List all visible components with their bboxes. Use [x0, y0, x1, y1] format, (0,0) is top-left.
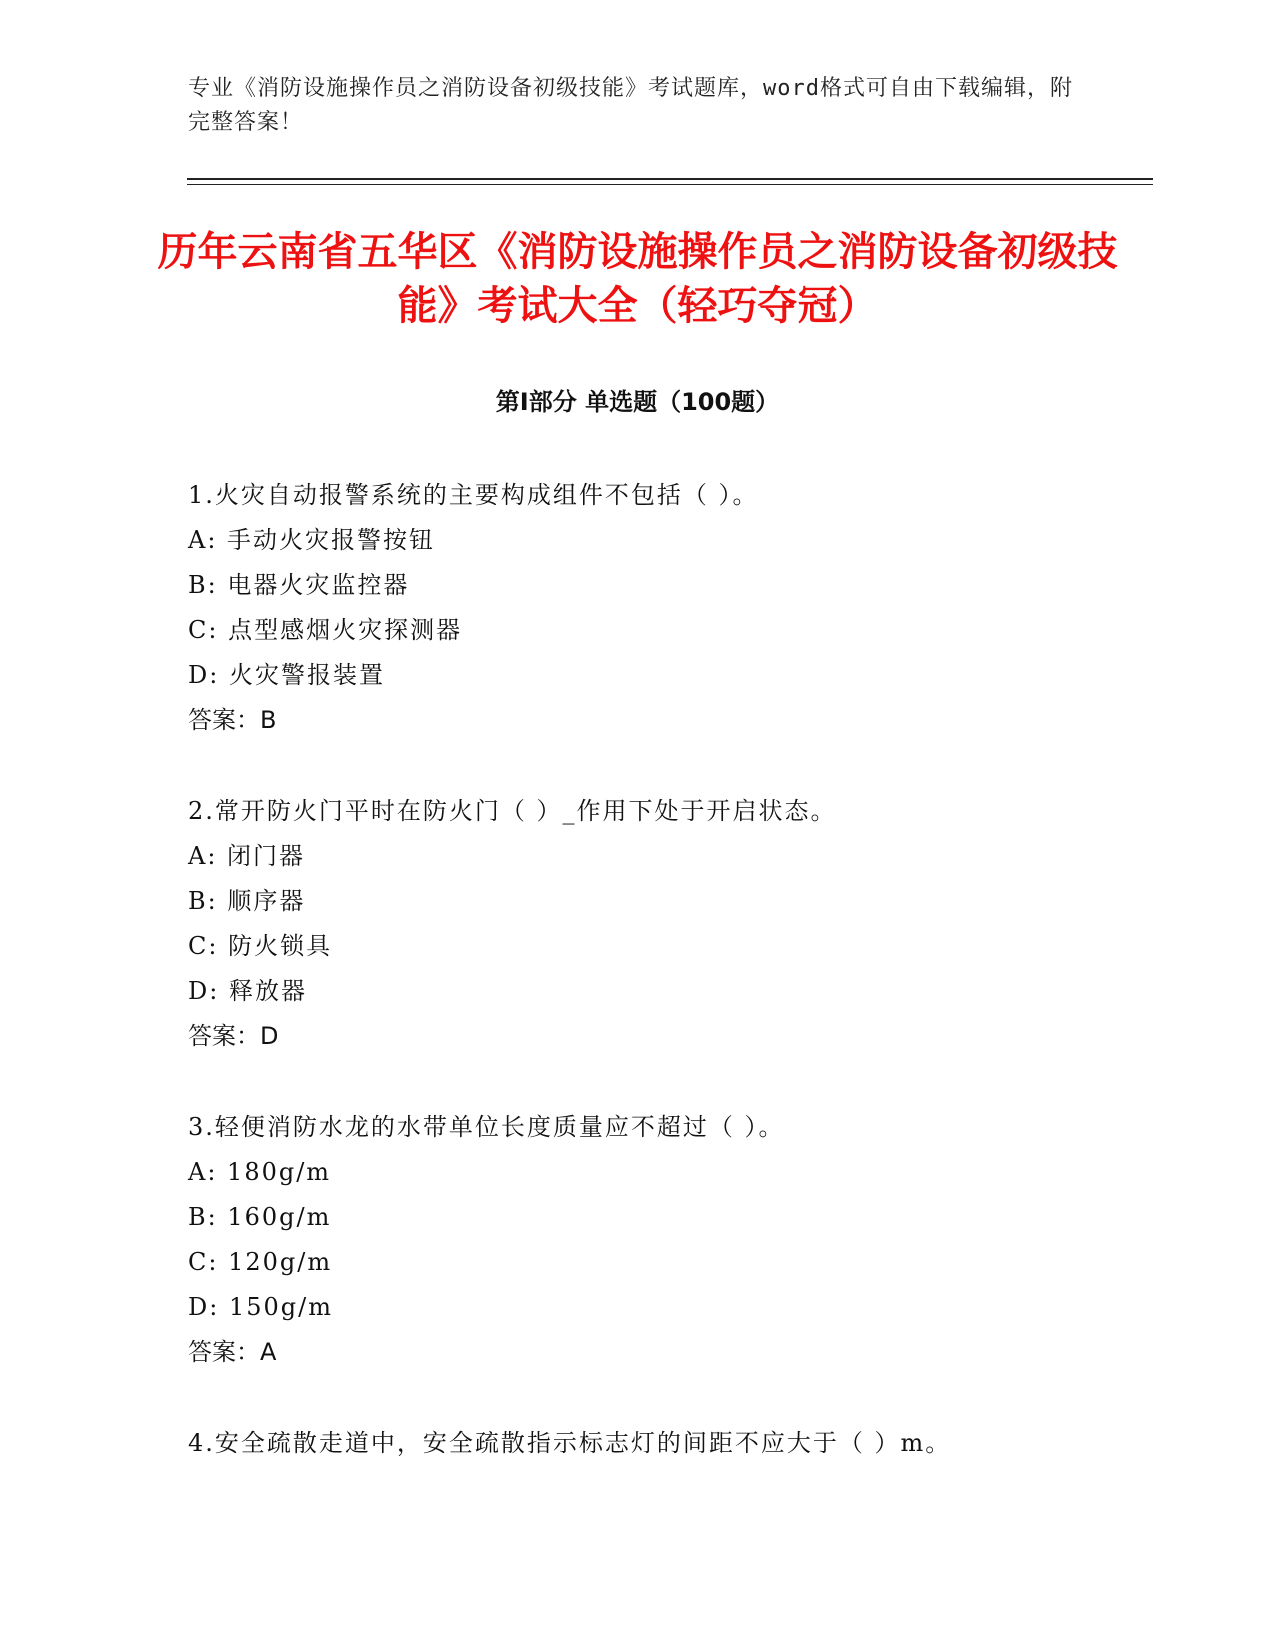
question-text: 2.常开防火门平时在防火门（ ）_作用下处于开启状态。: [188, 797, 837, 825]
option-c: C: 防火锁具: [188, 932, 333, 960]
question-3: [188, 1105, 1118, 1375]
section-title: 第Ⅰ部分 单选题（100题）: [495, 388, 780, 416]
question-text: 4.安全疏散走道中，安全疏散指示标志灯的间距不应大于（ ）m。: [188, 1429, 952, 1457]
header-note: 专业《消防设施操作员之消防设备初级技能》考试题库，word格式可自由下载编辑，附完整答案！: [188, 76, 1073, 135]
option-d: D: 火灾警报装置: [188, 661, 385, 689]
question-1: [188, 473, 1118, 743]
option-c: C: 120g/m: [188, 1248, 333, 1276]
question-4: [188, 1421, 1118, 1466]
option-b: B: 顺序器: [188, 887, 306, 915]
header-divider-thin: [187, 184, 1153, 185]
option-a: A: 手动火灾报警按钮: [188, 526, 436, 554]
option-a: A: 180g/m: [188, 1158, 332, 1186]
question-text: 3.轻便消防水龙的水带单位长度质量应不超过（ ）。: [188, 1113, 785, 1141]
option-b: B: 160g/m: [188, 1203, 332, 1231]
answer: 答案：D: [188, 1022, 279, 1050]
option-d: D: 释放器: [188, 977, 307, 1005]
question-2: [188, 789, 1118, 1059]
question-text: 1.火灾自动报警系统的主要构成组件不包括（ ）。: [188, 481, 759, 509]
option-b: B: 电器火灾监控器: [188, 571, 410, 599]
answer: 答案：A: [188, 1338, 277, 1366]
document-title: 历年云南省五华区《消防设施操作员之消防设备初级技能》考试大全（轻巧夺冠）: [157, 229, 1118, 329]
option-d: D: 150g/m: [188, 1293, 333, 1321]
header-divider-thick: [187, 178, 1153, 180]
question-list: [188, 473, 1118, 1512]
answer: 答案：B: [188, 706, 277, 734]
option-a: A: 闭门器: [188, 842, 306, 870]
option-c: C: 点型感烟火灾探测器: [188, 616, 463, 644]
